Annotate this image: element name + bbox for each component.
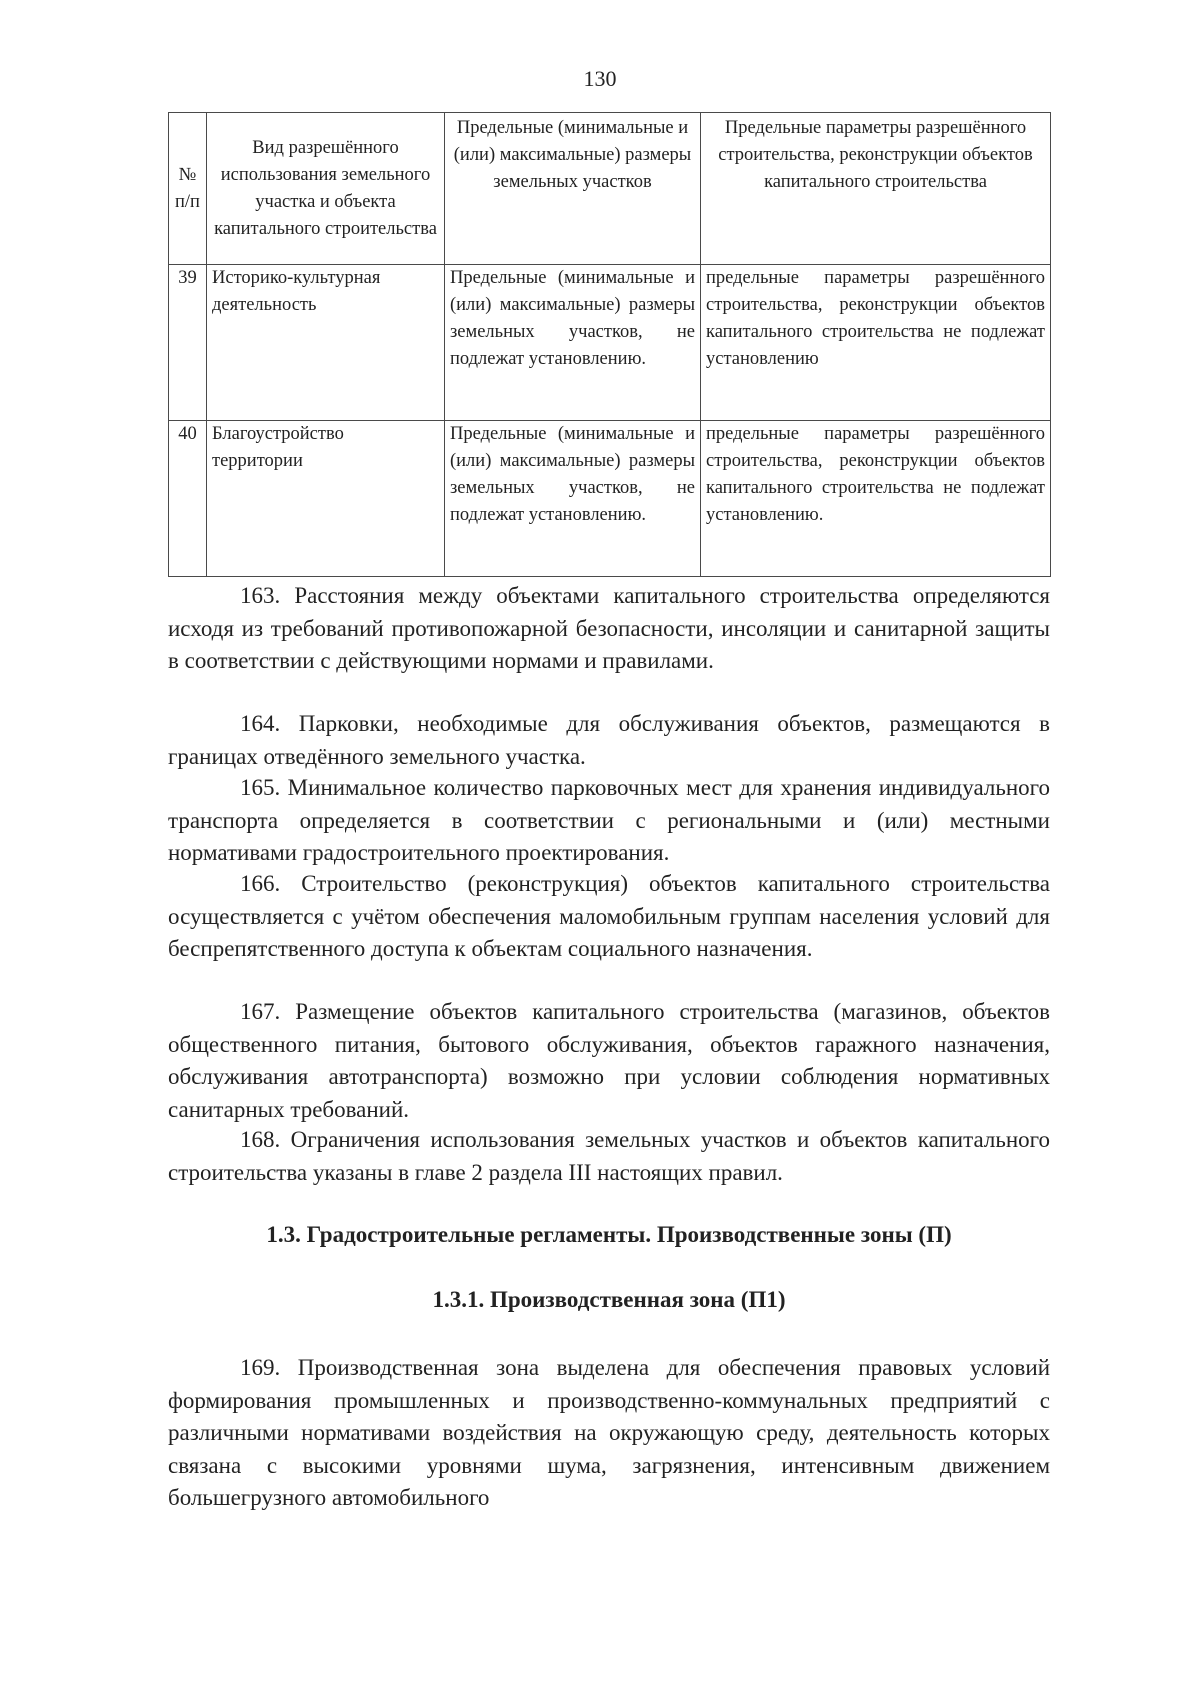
row-use-type: Историко-культурная деятельность: [207, 265, 445, 421]
subsection-heading: 1.3.1. Производственная зона (П1): [432, 1287, 786, 1312]
paragraph-166: 166. Строительство (реконструкция) объектов капитального строительства осуществляется с учётом обеспечения маломобильным группам населения условий для беспрепятственного доступа к объектам социального назначения.: [168, 871, 1050, 961]
paragraph-165: 165. Минимальное количество парковочных мест для хранения индивидуального транспорта определяется в соответствии с региональными и (или) местными нормативами градостроительного проектирования.: [168, 775, 1050, 865]
paragraph-163: 163. Расстояния между объектами капитального строительства определяются исходя из требований противопожарной безопасности, инсоляции и санитарной защиты в соответствии с действующими нормами и правилами.: [168, 583, 1050, 673]
regulations-table: [168, 112, 1051, 577]
row-number: 39: [169, 265, 207, 421]
row-plot-size: Предельные (минимальные и (или) максимальные) размеры земельных участков, не подлежат установлению.: [445, 421, 701, 577]
header-number: № п/п: [169, 113, 207, 265]
row-use-type: Благоустройство территории: [207, 421, 445, 577]
header-use-type: Вид разрешённого использования земельного участка и объекта капитального строительства: [207, 113, 445, 265]
row-number: 40: [169, 421, 207, 577]
table-header-row: [169, 113, 1051, 265]
paragraph-164: 164. Парковки, необходимые для обслуживания объектов, размещаются в границах отведённого земельного участка.: [168, 711, 1050, 769]
header-plot-size: Предельные (минимальные и (или) максимальные) размеры земельных участков: [445, 113, 701, 265]
table-row: [169, 421, 1051, 577]
paragraph-168: 168. Ограничения использования земельных участков и объектов капитального строительства указаны в главе 2 раздела III настоящих правил.: [168, 1127, 1050, 1185]
row-parameters: предельные параметры разрешённого строительства, реконструкции объектов капитального строительства не подлежат установлению.: [701, 421, 1051, 577]
header-parameters: Предельные параметры разрешённого строительства, реконструкции объектов капитального строительства: [701, 113, 1051, 265]
paragraph-169: 169. Производственная зона выделена для обеспечения правовых условий формирования промышленных и производственно-коммунальных предприятий с различными нормативами воздействия на окружающую среду, деятельность которых связана с высокими уровнями шума, загрязнения, интенсивным движением большегрузного автомобильного: [168, 1355, 1050, 1510]
row-parameters: предельные параметры разрешённого строительства, реконструкции объектов капитального строительства не подлежат установлению: [701, 265, 1051, 421]
page-number: 130: [583, 66, 617, 91]
paragraph-167: 167. Размещение объектов капитального строительства (магазинов, объектов общественного питания, бытового обслуживания, объектов гаражного назначения, обслуживания автотранспорта) возможно при условии соблюдения нормативных санитарных требований.: [168, 999, 1050, 1122]
table-row: [169, 265, 1051, 421]
row-plot-size: Предельные (минимальные и (или) максимальные) размеры земельных участков, не подлежат установлению.: [445, 265, 701, 421]
section-heading: 1.3. Градостроительные регламенты. Производственные зоны (П): [266, 1222, 952, 1247]
